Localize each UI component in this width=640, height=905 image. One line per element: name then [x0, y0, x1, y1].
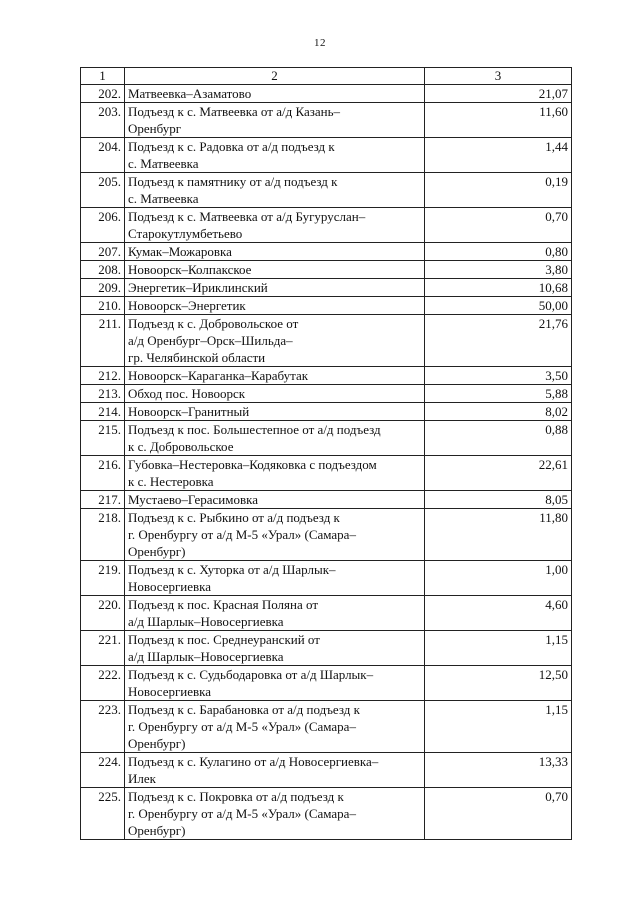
- road-name-line: Губовка–Нестеровка–Кодяковка с подъездом: [128, 457, 377, 472]
- table-row: [81, 385, 572, 403]
- road-name-line: Подъезд к с. Покровка от а/д подъезд к: [128, 789, 344, 804]
- row-number: 221.: [81, 631, 125, 666]
- road-name-line: г. Оренбургу от а/д М-5 «Урал» (Самара–: [128, 527, 356, 542]
- road-name-line: Новоорск–Гранитный: [128, 404, 250, 419]
- road-length: 50,00: [425, 297, 572, 315]
- table-row: [81, 261, 572, 279]
- road-length: 0,19: [425, 173, 572, 208]
- road-name-cell: [125, 138, 425, 173]
- road-name-cell: [125, 666, 425, 701]
- road-name-cell: [125, 421, 425, 456]
- table-row: [81, 243, 572, 261]
- road-length: 0,70: [425, 208, 572, 243]
- road-name-line: Оренбург): [128, 823, 186, 838]
- road-name-line: к с. Нестеровка: [128, 474, 214, 489]
- row-number: 212.: [81, 367, 125, 385]
- road-name-cell: [125, 631, 425, 666]
- road-name-line: Подъезд к с. Радовка от а/д подъезд к: [128, 139, 335, 154]
- road-name-line: Оренбург): [128, 736, 186, 751]
- table-row: [81, 403, 572, 421]
- road-name-line: г. Оренбургу от а/д М-5 «Урал» (Самара–: [128, 719, 356, 734]
- road-name-cell: [125, 367, 425, 385]
- road-name-line: а/д Шарлык–Новосергиевка: [128, 649, 284, 664]
- table-row: [81, 367, 572, 385]
- road-name-line: с. Матвеевка: [128, 191, 199, 206]
- road-name-line: Подъезд к с. Матвеевка от а/д Бугуруслан–: [128, 209, 366, 224]
- row-number: 209.: [81, 279, 125, 297]
- road-name-cell: [125, 753, 425, 788]
- road-name-cell: [125, 385, 425, 403]
- row-number: 223.: [81, 701, 125, 753]
- road-name-cell: [125, 261, 425, 279]
- road-length: 8,02: [425, 403, 572, 421]
- table-row: [81, 701, 572, 753]
- road-name-line: Подъезд к с. Добровольское от: [128, 316, 299, 331]
- road-name-line: Илек: [128, 771, 156, 786]
- table-row: [81, 456, 572, 491]
- road-length: 22,61: [425, 456, 572, 491]
- row-number: 207.: [81, 243, 125, 261]
- road-length: 11,80: [425, 509, 572, 561]
- road-name-line: Обход пос. Новоорск: [128, 386, 246, 401]
- road-length: 21,76: [425, 315, 572, 367]
- road-length: 1,44: [425, 138, 572, 173]
- road-name-line: Подъезд к с. Судьбодаровка от а/д Шарлык–: [128, 667, 374, 682]
- road-name-line: Подъезд к с. Хуторка от а/д Шарлык–: [128, 562, 336, 577]
- row-number: 225.: [81, 788, 125, 840]
- road-name-cell: [125, 596, 425, 631]
- road-name-line: с. Матвеевка: [128, 156, 199, 171]
- table-row: [81, 173, 572, 208]
- table-row: [81, 631, 572, 666]
- table-row: [81, 85, 572, 103]
- row-number: 215.: [81, 421, 125, 456]
- table-row: [81, 788, 572, 840]
- road-length: 1,15: [425, 631, 572, 666]
- road-name-cell: [125, 788, 425, 840]
- table-row: [81, 666, 572, 701]
- road-name-cell: [125, 315, 425, 367]
- road-length: 5,88: [425, 385, 572, 403]
- road-name-line: а/д Оренбург–Орск–Шильда–: [128, 333, 293, 348]
- road-name-line: Подъезд к пос. Большестепное от а/д подъезд: [128, 422, 381, 437]
- row-number: 224.: [81, 753, 125, 788]
- row-number: 213.: [81, 385, 125, 403]
- table-row: [81, 315, 572, 367]
- column-header-road-name: 2: [125, 68, 425, 85]
- road-name-cell: [125, 243, 425, 261]
- road-name-line: Подъезд к памятнику от а/д подъезд к: [128, 174, 338, 189]
- road-name-line: Новосергиевка: [128, 684, 212, 699]
- road-name-line: Подъезд к с. Барабановка от а/д подъезд к: [128, 702, 360, 717]
- road-name-line: Энергетик–Ириклинский: [128, 280, 268, 295]
- road-name-cell: [125, 509, 425, 561]
- row-number: 211.: [81, 315, 125, 367]
- road-length: 0,70: [425, 788, 572, 840]
- row-number: 208.: [81, 261, 125, 279]
- road-length: 1,15: [425, 701, 572, 753]
- table-row: [81, 421, 572, 456]
- page-number: 12: [314, 37, 326, 49]
- table-header-row: [81, 68, 572, 85]
- road-length: 12,50: [425, 666, 572, 701]
- road-length: 3,50: [425, 367, 572, 385]
- road-name-line: Оренбург): [128, 544, 186, 559]
- road-name-cell: [125, 85, 425, 103]
- road-name-line: Оренбург: [128, 121, 182, 136]
- road-name-cell: [125, 103, 425, 138]
- table-row: [81, 509, 572, 561]
- road-name-cell: [125, 456, 425, 491]
- road-name-line: г. Оренбургу от а/д М-5 «Урал» (Самара–: [128, 806, 356, 821]
- row-number: 220.: [81, 596, 125, 631]
- row-number: 210.: [81, 297, 125, 315]
- row-number: 222.: [81, 666, 125, 701]
- road-name-line: Старокутлумбетьево: [128, 226, 243, 241]
- table-row: [81, 596, 572, 631]
- road-length: 10,68: [425, 279, 572, 297]
- row-number: 216.: [81, 456, 125, 491]
- column-header-number: 1: [81, 68, 125, 85]
- road-name-cell: [125, 701, 425, 753]
- row-number: 204.: [81, 138, 125, 173]
- table-body: [81, 85, 572, 840]
- road-length: 11,60: [425, 103, 572, 138]
- road-name-line: а/д Шарлык–Новосергиевка: [128, 614, 284, 629]
- roads-table: [80, 67, 572, 840]
- road-name-line: гр. Челябинской области: [128, 350, 266, 365]
- road-name-line: Подъезд к пос. Среднеуранский от: [128, 632, 320, 647]
- row-number: 217.: [81, 491, 125, 509]
- road-name-cell: [125, 297, 425, 315]
- road-name-cell: [125, 561, 425, 596]
- road-length: 4,60: [425, 596, 572, 631]
- road-length: 13,33: [425, 753, 572, 788]
- table-row: [81, 753, 572, 788]
- road-name-line: Матвеевка–Азаматово: [128, 86, 252, 101]
- table-row: [81, 103, 572, 138]
- road-length: 21,07: [425, 85, 572, 103]
- road-length: 3,80: [425, 261, 572, 279]
- road-name-line: Подъезд к пос. Красная Поляна от: [128, 597, 318, 612]
- road-name-cell: [125, 279, 425, 297]
- row-number: 203.: [81, 103, 125, 138]
- row-number: 206.: [81, 208, 125, 243]
- row-number: 219.: [81, 561, 125, 596]
- road-name-line: Новоорск–Колпакское: [128, 262, 252, 277]
- road-name-line: к с. Добровольское: [128, 439, 234, 454]
- road-name-line: Новоорск–Энергетик: [128, 298, 246, 313]
- road-name-cell: [125, 208, 425, 243]
- table-row: [81, 208, 572, 243]
- road-name-line: Подъезд к с. Рыбкино от а/д подъезд к: [128, 510, 340, 525]
- road-name-line: Подъезд к с. Матвеевка от а/д Казань–: [128, 104, 340, 119]
- road-name-line: Новоорск–Караганка–Карабутак: [128, 368, 309, 383]
- road-name-line: Подъезд к с. Кулагино от а/д Новосергиевка–: [128, 754, 379, 769]
- table-row: [81, 491, 572, 509]
- table-row: [81, 138, 572, 173]
- row-number: 218.: [81, 509, 125, 561]
- road-name-cell: [125, 491, 425, 509]
- road-name-line: Мустаево–Герасимовка: [128, 492, 258, 507]
- table-row: [81, 279, 572, 297]
- row-number: 214.: [81, 403, 125, 421]
- road-length: 0,80: [425, 243, 572, 261]
- road-name-line: Новосергиевка: [128, 579, 212, 594]
- road-length: 1,00: [425, 561, 572, 596]
- column-header-length: 3: [425, 68, 572, 85]
- table-row: [81, 561, 572, 596]
- road-length: 8,05: [425, 491, 572, 509]
- row-number: 202.: [81, 85, 125, 103]
- table-row: [81, 297, 572, 315]
- road-length: 0,88: [425, 421, 572, 456]
- road-name-cell: [125, 173, 425, 208]
- road-name-cell: [125, 403, 425, 421]
- row-number: 205.: [81, 173, 125, 208]
- road-name-line: Кумак–Можаровка: [128, 244, 232, 259]
